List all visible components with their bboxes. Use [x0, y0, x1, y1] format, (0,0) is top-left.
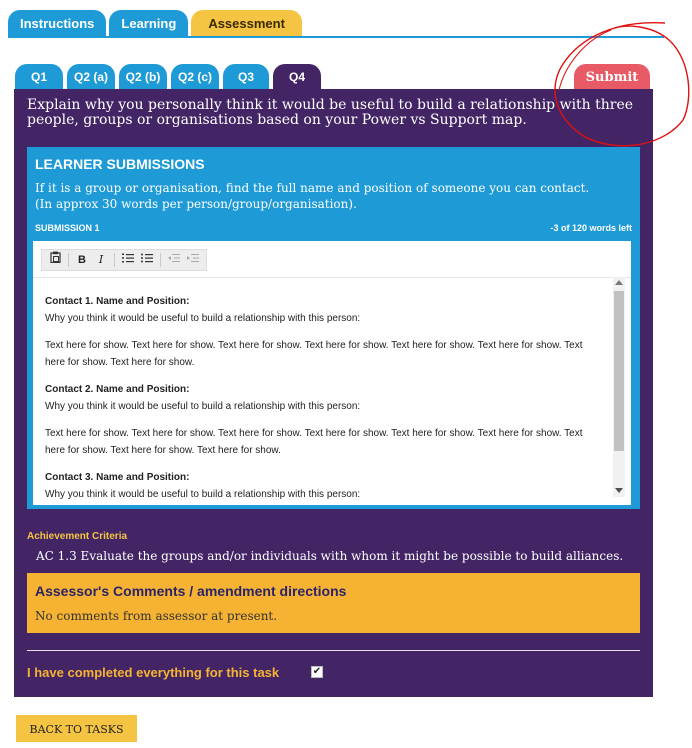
- editor-toolbar: [41, 249, 207, 271]
- tab-q2a[interactable]: Q2 (a): [67, 64, 115, 90]
- tab-learning[interactable]: Learning: [109, 10, 188, 37]
- question-panel: [14, 89, 653, 697]
- numbered-list-icon[interactable]: [119, 251, 137, 269]
- achievement-criteria-text: AC 1.3 Evaluate the groups and/or individuals with whom it might be possible to build alliances.: [36, 549, 624, 563]
- editor-scrollbar[interactable]: [613, 277, 625, 497]
- tab-q3[interactable]: Q3: [223, 64, 269, 90]
- assessor-comments-text: No comments from assessor at present.: [35, 609, 278, 623]
- italic-button[interactable]: I: [98, 253, 104, 266]
- outdent-icon[interactable]: [165, 251, 183, 269]
- scrollbar-thumb[interactable]: [614, 291, 624, 451]
- completed-label: I have completed everything for this task: [27, 665, 280, 680]
- contact-2-question: Why you think it would be useful to build a relationship with this person:: [45, 401, 361, 412]
- scroll-up-icon[interactable]: [615, 280, 623, 285]
- top-tab-bar: [8, 10, 302, 37]
- achievement-criteria-title: Achievement Criteria: [27, 531, 128, 542]
- contact-2-answer: Text here for show. Text here for show. Text here for show. Text here for show. Text here for show. Text here for show. Text here for show. Text here for show. Text here for show.: [45, 428, 583, 456]
- submission-instructions: [35, 180, 635, 212]
- toolbar-divider: [68, 253, 69, 267]
- learner-submissions-title: LEARNER SUBMISSIONS: [35, 156, 205, 172]
- assessor-comments-title: Assessor's Comments / amendment directions: [35, 583, 347, 599]
- toolbar-divider: [114, 253, 115, 267]
- back-to-tasks-button[interactable]: BACK TO TASKS: [16, 715, 137, 742]
- clipboard-icon[interactable]: [46, 251, 64, 269]
- contact-2-heading: Contact 2. Name and Position:: [45, 384, 190, 395]
- contact-1-question: Why you think it would be useful to build a relationship with this person:: [45, 313, 361, 324]
- tab-q1[interactable]: Q1: [15, 64, 63, 90]
- bold-button[interactable]: B: [78, 254, 86, 266]
- tab-q4[interactable]: Q4: [273, 64, 321, 90]
- contact-3-heading: Contact 3. Name and Position:: [45, 472, 190, 483]
- tab-assessment[interactable]: Assessment: [191, 10, 302, 37]
- word-count: -3 of 120 words left: [550, 223, 632, 233]
- indent-icon[interactable]: [184, 251, 202, 269]
- assessor-comments-box: [27, 573, 640, 633]
- scroll-down-icon[interactable]: [615, 488, 623, 493]
- contact-1-answer: Text here for show. Text here for show. Text here for show. Text here for show. Text here for show. Text here for show. Text here for show. Text here for show.: [45, 340, 583, 368]
- tab-q2c[interactable]: Q2 (c): [171, 64, 219, 90]
- submission-label: SUBMISSION 1: [35, 223, 100, 233]
- question-text: Explain why you personally think it would be useful to build a relationship with three people, groups or organisations based on your Power vs Support map.: [27, 97, 634, 128]
- question-tab-bar: [15, 64, 321, 90]
- contact-1-heading: Contact 1. Name and Position:: [45, 296, 190, 307]
- toolbar-divider: [160, 253, 161, 267]
- submit-button[interactable]: Submit: [574, 64, 650, 90]
- instruction-line-2: (In approx 30 words per person/group/organisation).: [35, 197, 357, 211]
- tab-instructions[interactable]: Instructions: [8, 10, 106, 37]
- instruction-line-1: If it is a group or organisation, find the full name and position of someone you can contact.: [35, 181, 590, 195]
- toolbar-separator-line: [33, 277, 631, 278]
- rich-text-editor[interactable]: [33, 241, 631, 505]
- annotation-circle: [545, 20, 692, 155]
- completed-checkbox[interactable]: ✔: [312, 666, 322, 677]
- contact-3-question: Why you think it would be useful to build a relationship with this person:: [45, 489, 361, 500]
- tab-q2b[interactable]: Q2 (b): [119, 64, 167, 90]
- learner-submissions-box: [27, 147, 640, 509]
- section-divider: [27, 650, 640, 651]
- bullet-list-icon[interactable]: [138, 251, 156, 269]
- editor-content[interactable]: [45, 293, 595, 503]
